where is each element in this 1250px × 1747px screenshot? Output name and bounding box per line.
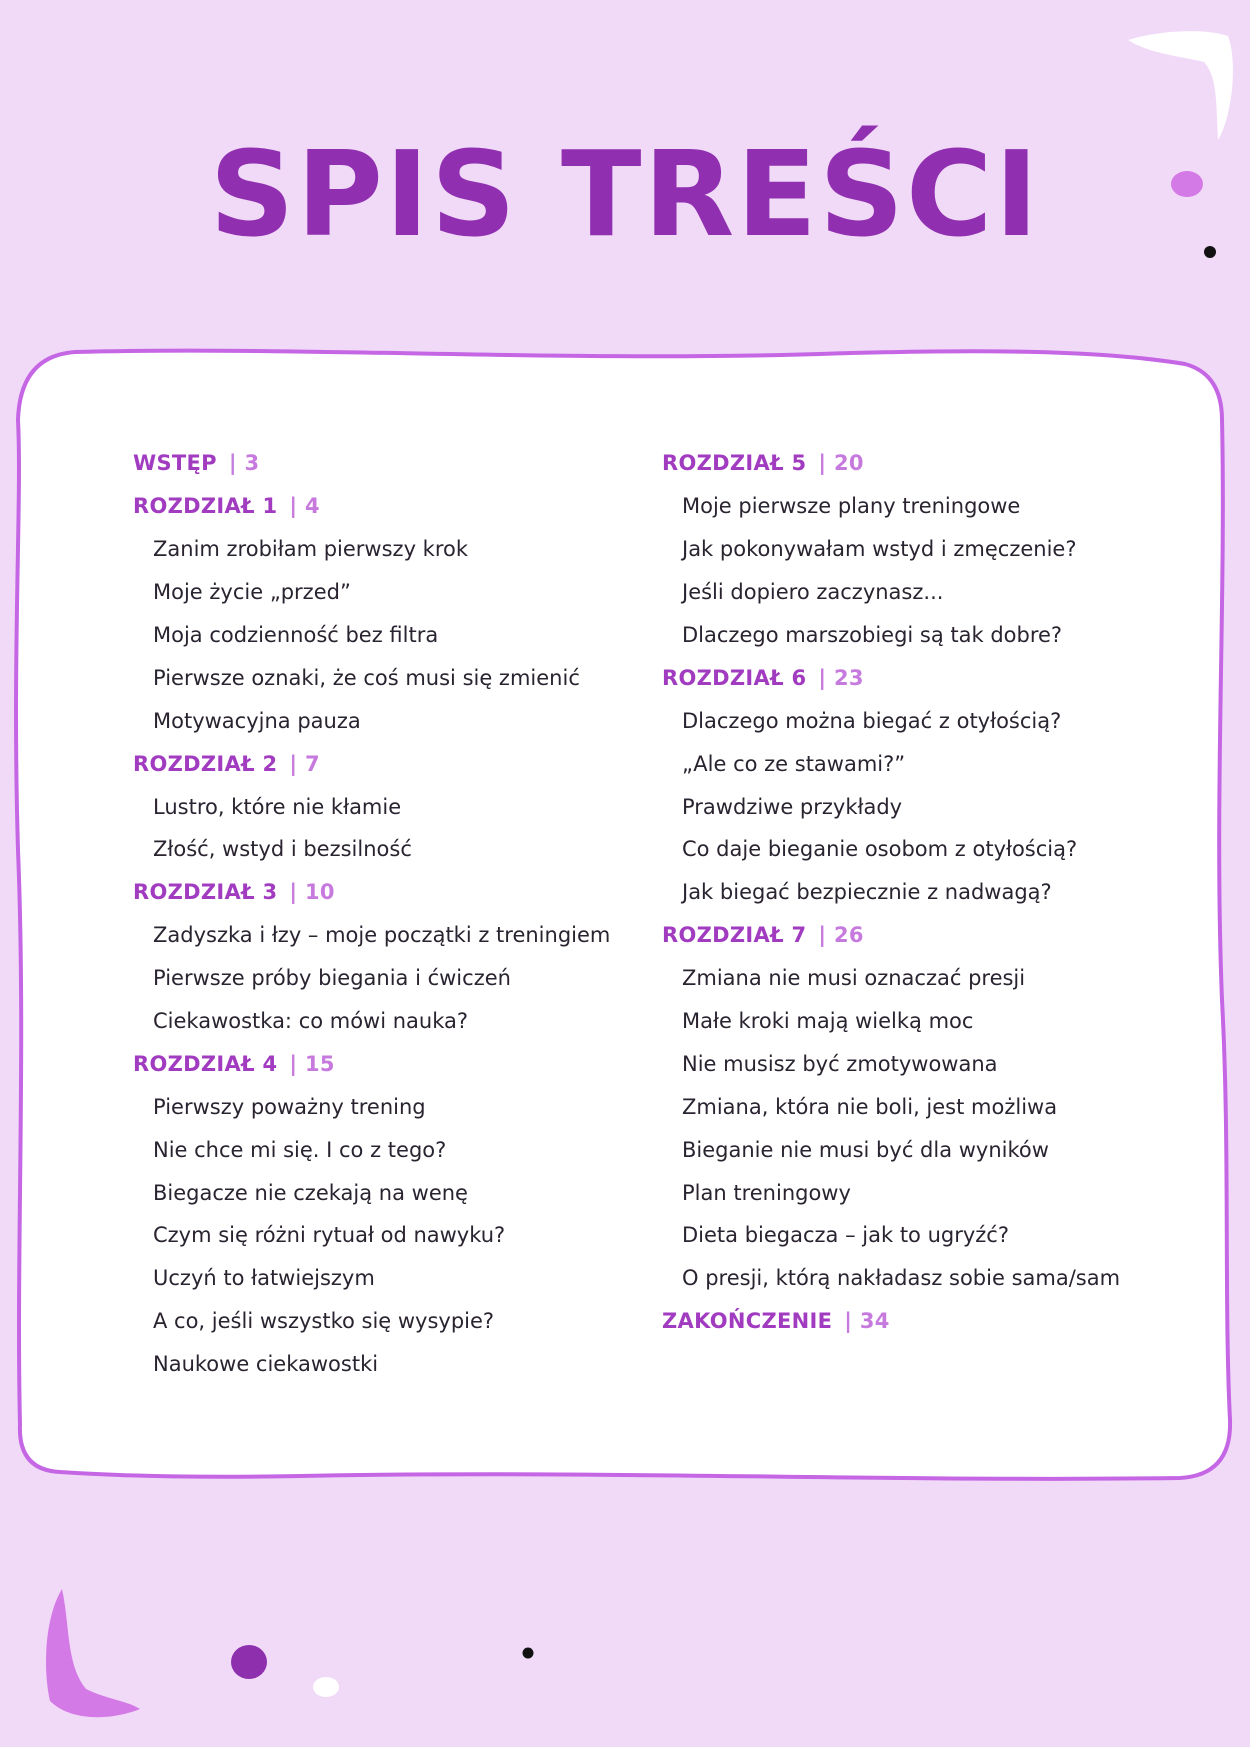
page-title: SPIS TREŚCI [209, 125, 1041, 263]
toc-subsection: Moje pierwsze plany treningowe [682, 494, 1021, 519]
toc-subsection: Dlaczego można biegać z otyłością? [682, 708, 1062, 733]
chapter-page-number: | 23 [818, 665, 864, 690]
toc-subsection: Zanim zrobiłam pierwszy krok [153, 537, 469, 562]
toc-subsection: Czym się różni rytuał od nawyku? [153, 1223, 506, 1248]
toc-subsection: Prawdziwe przykłady [682, 794, 903, 819]
toc-subsection: Jeśli dopiero zaczynasz... [682, 580, 944, 605]
chapter-label: ROZDZIAŁ 2 [133, 751, 278, 776]
toc-subsection: Moja codzienność bez filtra [153, 623, 439, 647]
toc-chapter-heading [133, 485, 653, 528]
purple-dot-decoration [228, 1642, 270, 1682]
toc-chapter-heading [662, 1300, 1182, 1343]
toc-chapter-heading [662, 914, 1182, 957]
toc-chapter-heading [662, 656, 1182, 699]
chapter-label: ROZDZIAŁ 6 [662, 665, 807, 690]
toc-subsection: Naukowe ciekawostki [153, 1352, 379, 1377]
toc-chapter-heading [133, 1042, 653, 1085]
toc-subsection: Małe kroki mają wielką moc [682, 1009, 974, 1034]
white-dot-decoration [310, 1674, 342, 1700]
toc-subsection: Co daje bieganie osobom z otyłością? [682, 837, 1078, 862]
chapter-page-number: | 4 [289, 494, 320, 519]
toc-right-column [662, 442, 1182, 1343]
toc-left-column [133, 442, 653, 1386]
chapter-page-number: | 34 [844, 1309, 890, 1334]
toc-subsection: Bieganie nie musi być dla wyników [682, 1137, 1049, 1162]
toc-subsection: Biegacze nie czekają na wenę [153, 1180, 468, 1205]
toc-subsection: Zadyszka i łzy – moje początki z treningiem [153, 923, 611, 948]
toc-subsection: Zmiana nie musi oznaczać presji [682, 966, 1026, 991]
toc-subsection: Ciekawostka: co mówi nauka? [153, 1009, 469, 1034]
toc-subsection: Pierwsze próby biegania i ćwiczeń [153, 966, 511, 991]
toc-subsection: Uczyń to łatwiejszym [153, 1266, 375, 1291]
chapter-page-number: | 7 [289, 751, 320, 776]
toc-chapter-heading [133, 871, 653, 914]
chapter-page-number: | 26 [818, 923, 864, 948]
toc-subsection: Zmiana, która nie boli, jest możliwa [682, 1094, 1058, 1119]
toc-subsection: Dlaczego marszobiegi są tak dobre? [682, 623, 1063, 647]
toc-subsection: Lustro, które nie kłamie [153, 794, 402, 819]
chapter-label: ROZDZIAŁ 1 [133, 494, 278, 519]
toc-subsection: Plan treningowy [682, 1180, 851, 1205]
toc-subsection: Złość, wstyd i bezsilność [153, 837, 412, 862]
toc-subsection: Pierwsze oznaki, że coś musi się zmienić [153, 665, 580, 690]
toc-chapter-heading [133, 442, 653, 485]
toc-subsection: Motywacyjna pauza [153, 708, 361, 733]
chapter-label: ROZDZIAŁ 3 [133, 880, 278, 905]
toc-subsection: Jak pokonywałam wstyd i zmęczenie? [682, 537, 1077, 562]
toc-subsection: Moje życie „przed” [153, 580, 351, 605]
chapter-page-number: | 15 [289, 1051, 335, 1076]
toc-subsection: Nie chce mi się. I co z tego? [153, 1137, 447, 1162]
toc-subsection: „Ale co ze stawami?” [682, 751, 906, 776]
black-dot-decoration-bottom [521, 1646, 535, 1660]
toc-subsection: O presji, którą nakładasz sobie sama/sam [682, 1266, 1121, 1291]
toc-subsection: Dieta biegacza – jak to ugryźć? [682, 1223, 1009, 1248]
toc-chapter-heading [133, 742, 653, 785]
chapter-page-number: | 20 [818, 451, 864, 476]
chapter-label: ZAKOŃCZENIE [662, 1309, 833, 1334]
toc-subsection: Pierwszy poważny trening [153, 1094, 426, 1119]
chapter-page-number: | 3 [228, 451, 260, 476]
boomerang-decoration-bottom-left [40, 1585, 150, 1725]
chapter-page-number: | 10 [289, 880, 335, 905]
toc-subsection: A co, jeśli wszystko się wysypie? [153, 1309, 495, 1334]
chapter-label: ROZDZIAŁ 7 [662, 923, 807, 948]
toc-subsection: Nie musisz być zmotywowana [682, 1051, 998, 1076]
chapter-label: WSTĘP [133, 451, 217, 476]
chapter-label: ROZDZIAŁ 4 [133, 1051, 278, 1076]
toc-chapter-heading [662, 442, 1182, 485]
chapter-label: ROZDZIAŁ 5 [662, 451, 807, 476]
toc-subsection: Jak biegać bezpiecznie z nadwagą? [682, 880, 1052, 905]
